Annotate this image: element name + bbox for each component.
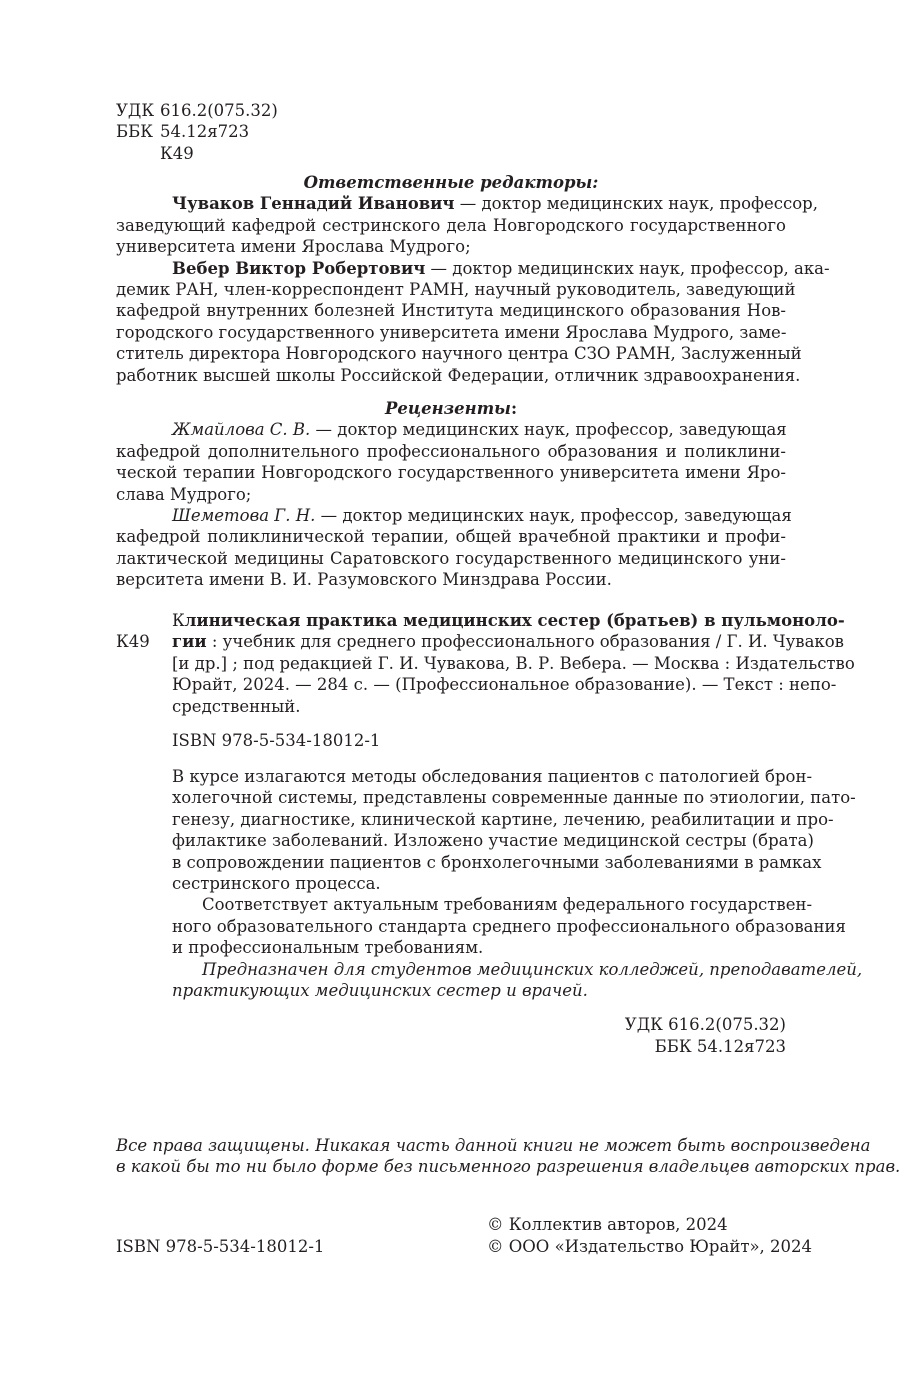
copyright-authors: © Коллектив авторов, 2024 [487,1215,728,1234]
rights-notice [116,1135,900,1178]
bib-line-4: Юрайт, 2024. — 284 с. — (Профессиональное образование). — Текст : непо- [172,675,837,695]
reviewer-shemetova-line-4: верситета имени В. И. Разумовского Минздрава России. [116,570,612,590]
editor-veber-line-2: демик РАН, член-корреспондент РАМН, научный руководитель, заведующий [116,279,796,299]
annotation-udk: УДК 616.2(075.32) [624,1015,786,1035]
author-mark: К49 [160,143,194,163]
annotation-p1-line-2: холегочной системы, представлены современные данные по этиологии, пато- [172,788,856,808]
reviewer-zhmaylova-line-4: слава Мудрого; [116,484,252,504]
footer-isbn: ISBN 978-5-534-18012-1 [116,1237,325,1256]
annotation-bbk: ББК 54.12я723 [654,1036,786,1056]
reviewer-shemetova-name: Шеметова Г. Н. [172,505,316,525]
editor-chuvakov-line-2: заведующий кафедрой сестринского дела Новгородского государственного [116,215,786,235]
annotation-p1-line-5: в сопровождении пациентов с бронхолегочными заболеваниями в рамках [172,852,822,872]
reviewer-zhmaylova-line-3: ческой терапии Новгородского государственного университета имени Яро- [116,463,786,483]
annotation-p1-line-6: сестринского процесса. [172,873,381,893]
rights-line-1: Все права защищены. Никакая часть данной книги не может быть воспроизведена [116,1136,871,1155]
bib-title-line-1: Клиническая практика медицинских сестер (братьев) в пульмоноло- [172,611,845,630]
bbk-line: ББК 54.12я723 [116,122,250,142]
annotation [116,766,863,1057]
annotation-p2-line-1: Соответствует актуальным требованиям федерального государствен- [202,895,813,915]
reviewer-shemetova-line-2: кафедрой поликлинической терапии, общей врачебной практики и профи- [116,527,786,547]
bib-line-3: [и др.] ; под редакцией Г. И. Чувакова, В. Р. Вебера. — Москва : Издательство [172,653,855,673]
annotation-p1-line-4: филактике заболеваний. Изложено участие медицинской сестры (брата) [172,831,814,851]
reviewer-zhmaylova-name: Жмайлова С. В. [172,420,311,440]
reviewers-heading: Рецензенты: [384,399,518,418]
reviewer-shemetova-line-3: лактической медицины Саратовского государственного медицинского уни- [116,548,786,568]
annotation-p2-line-2: ного образовательного стандарта среднего профессионального образования [172,916,846,936]
editor-veber-line-3: кафедрой внутренних болезней Института медицинского образования Нов- [116,301,786,321]
bib-isbn: ISBN 978-5-534-18012-1 [172,730,381,750]
classification-block [116,100,416,164]
bib-title-line-2: К49 гии : учебник для среднего профессионального образования / Г. И. Чуваков [116,632,844,652]
copyright-publisher: © ООО «Издательство Юрайт», 2024 [487,1237,813,1256]
udk-line: УДК 616.2(075.32) [116,101,278,120]
annotation-p2-line-3: и профессиональным требованиям. [172,938,484,958]
annotation-p3-line-2: практикующих медицинских сестер и врачей. [172,980,588,1000]
bibliographic-record [116,610,855,751]
bib-author-mark: К49 [116,632,150,652]
editor-veber-line-4: городского государственного университета имени Ярослава Мудрого, заме- [116,322,787,342]
reviewer-shemetova-line-1: Шеметова Г. Н. — доктор медицинских наук, профессор, заведующая [172,505,792,525]
reviewers-section [116,398,792,591]
editor-veber-line-6: работник высшей школы Российской Федерации, отличник здравоохранения. [116,365,801,385]
annotation-p3-line-1: Предназначен для студентов медицинских колледжей, преподавателей, [202,959,863,979]
reviewer-zhmaylova-line-1: Жмайлова С. В. — доктор медицинских наук, профессор, заведующая [172,420,787,440]
editor-veber-name: Вебер Виктор Робертович [172,258,426,278]
editor-chuvakov-name: Чуваков Геннадий Иванович [172,194,455,214]
bib-line-5: средственный. [172,696,301,716]
reviewer-zhmaylova-line-2: кафедрой дополнительного профессионального образования и поликлини- [116,441,786,461]
editors-heading: Ответственные редакторы: [303,173,599,192]
editor-chuvakov-line-1: Чуваков Геннадий Иванович — доктор медицинских наук, профессор, [172,194,818,214]
rights-line-2: в какой бы то ни было форме без письменного разрешения владельцев авторских прав. [116,1157,900,1177]
editor-veber-line-1: Вебер Виктор Робертович — доктор медицинских наук, профессор, ака- [172,258,830,278]
annotation-p1-line-1: В курсе излагаются методы обследования пациентов с патологией брон- [172,767,813,786]
editor-chuvakov-line-3: университета имени Ярослава Мудрого; [116,237,471,257]
annotation-p1-line-3: генезу, диагностике, клинической картине, лечению, реабилитации и про- [172,809,834,829]
editors-section [116,172,830,386]
editor-veber-line-5: ститель директора Новгородского научного центра СЗО РАМН, Заслуженный [116,344,802,364]
